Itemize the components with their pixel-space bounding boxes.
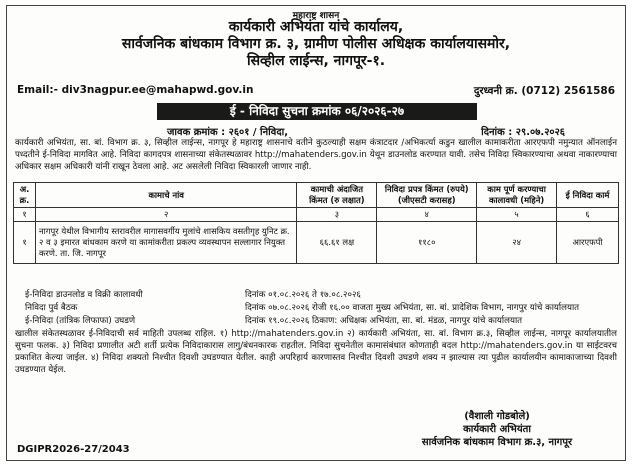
column-number: ३ — [297, 208, 377, 222]
schedule-value: दिनांक ०७.०८.२०२६ रोजी १६.०० वाजता मुख्य अभियंता, सा. बां. प्रादेशिक विभाग, नागपुर यांचे कार्यालयात — [245, 303, 580, 313]
column-number: १ — [14, 208, 36, 222]
table-number-row — [14, 208, 619, 222]
column-number: ५ — [477, 208, 557, 222]
email-text: Email:- div3nagpur.ee@mahapwd.gov.in — [17, 84, 254, 96]
office-title-line2: सार्वजनिक बांधकाम विभाग क्र. ३, ग्रामीण पोलीस अधिक्षक कार्यालयासमोर, — [121, 36, 511, 52]
intro-paragraph: कार्यकारी अभियंता, सा. बां. विभाग क्र. ३, सिव्हील लाईन्स, नागपूर हे महाराष्ट्र शासनाचे वतीने कुठल्याही सक्षम कंत्राटदार /अभिकर्त्या कडुन खालील कामाकरीता आरएफपी नमुन्यात ऑनलाईन पध्दतीने ई-निविदा मागवित आहे. निविदा कागदपत्र शासनाच्या संकेतस्थळावर http://mahatenders.gov.in येथून डाउनलोड करण्यात यावी. तसेच निविदा स्विकारण्याचा अथवा नाकारण्याचा अधिकार सक्षम अधिकारी यांनी राखून ठेवला आहे. अट असलेली निविदा स्विकारली जाणार नाही. — [15, 138, 617, 172]
header-sr: अ. क्र. — [14, 183, 36, 208]
contact-row — [17, 84, 615, 98]
row-form-type: आरएफपी — [557, 222, 619, 264]
schedule-value: दिनांक ०१.०८.२०२६ ते १७.०८.२०२६ — [245, 290, 361, 300]
row-work-name: नागपूर येथील विभागीय स्तरावरील मागासवर्गीय मुलांचे शासकिय वसतीगृह युनिट क्र. २ व ३ इमारत बांधकाम करणे या कामांकरीता प्रकल्प व्यवस्थापन सल्लागार नियुक्त करणे. ता. जि. नागपूर — [35, 222, 296, 264]
schedule-block — [25, 289, 615, 328]
schedule-label: ई-निविदा डाउनलोड व विक्री कालावधी — [25, 290, 143, 300]
header-estimated-cost: कामाची अंदाजित किंमत (रु लक्षात) — [297, 183, 377, 208]
schedule-row — [25, 315, 615, 328]
tender-table — [13, 182, 619, 264]
table-header-row — [14, 183, 619, 208]
office-title-line1: कार्यकारी अभियंता यांचे कार्यालय, — [228, 19, 404, 35]
dgipr-code: DGIPR2026-27/2043 — [17, 444, 130, 455]
schedule-label: निविदा पुर्व बैठक — [25, 303, 78, 313]
signature-block — [397, 410, 597, 449]
column-number: २ — [35, 208, 296, 222]
signatory-office: सार्वजनिक बांधकाम विभाग क्र.३, नागपूर — [421, 437, 573, 448]
government-label: महाराष्ट्र शासन — [292, 11, 340, 21]
schedule-row — [25, 302, 615, 315]
signatory-designation: कार्यकारी अभियंता — [463, 424, 531, 435]
column-number: ६ — [557, 208, 619, 222]
column-number: ४ — [377, 208, 477, 222]
reference-date: दिनांक : २९.०७.२०२६ — [481, 127, 565, 138]
phone-text: दुरध्वनी क्र. (0712) 2561586 — [473, 85, 615, 97]
schedule-value: दिनांक १९.०८.२०२६ ठिकाण: अधिक्षक अभियंता, सा. बां. मंडळ, नागपुर यांचे कार्यालयात — [245, 316, 523, 326]
tender-notice-page — [6, 5, 626, 461]
header-form-fee: निविदा प्रपत्र किंमत (रुपये) (जीएसटी करासह) — [377, 183, 477, 208]
header-work-name: कामाचे नांव — [35, 183, 296, 208]
schedule-row — [25, 289, 615, 302]
schedule-label: ई-निविदा (तांत्रिक लिफाफा) उघडणे — [25, 316, 136, 326]
signatory-name: (वैशाली गोडबोले) — [464, 411, 530, 422]
row-period: २४ — [477, 222, 557, 264]
notice-title: ई - निविदा सुचना क्रमांक ०६/२०२६-२७ — [157, 103, 477, 120]
row-cost: ६६.६१ लक्ष — [297, 222, 377, 264]
header-form-type: ई निविदा कार्म — [557, 183, 619, 208]
row-sr: १ — [14, 222, 36, 264]
header-period: काम पूर्ण करण्याचा कालावधी (महिने) — [477, 183, 557, 208]
row-form-fee: ११८० — [377, 222, 477, 264]
terms-paragraph: खालील संकेतस्थळावर ई-निविदाची सर्व माहिती उपलब्ध राहिल. १) http://mahatenders.gov.in २) कार्यकारी अभियंता, सा. बां. विभाग क्र.३, सिव्हील लाईन्स, नागपूर कार्यालयातील सुचना फलक. ३) निविदा प्रणालीत अटी शर्ती प्रत्येक निविदाकारास लागु/बंधनकारक राहतील. निविदा सुचनेतील कामासंबंधात कोणताही बदल http://mahatenders.gov.in या साईटवरच प्रकाशित केल्या जाईल. ४) निविदा शक्यतो निश्चीत दिवशी उघडण्यात येतील. काही अपरिहार्य कारणास्तव निश्चीत दिवशी उघडणे शक्य न झाल्यास त्या पुढील कार्यालयीन कामाकाजाच्या दिवशी उघडण्यात येईल. — [15, 329, 617, 375]
reference-number: जावक क्रमांक : २६०१ / निविदा, — [167, 127, 289, 138]
office-title-line3: सिव्हील लाईन्स, नागपूर-१. — [246, 53, 386, 69]
reference-row — [167, 124, 565, 138]
table-row — [14, 222, 619, 264]
